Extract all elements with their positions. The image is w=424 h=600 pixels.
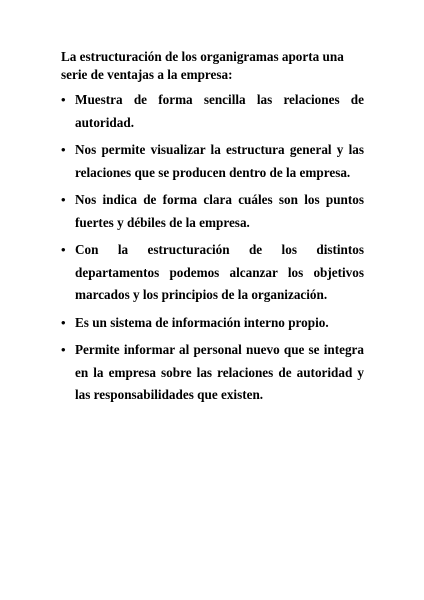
bullet-icon: •	[61, 142, 66, 157]
list-item-text: Permite informar al personal nuevo que se integra en la empresa sobre las relaciones de autoridad y las responsabilidades que existen.	[75, 342, 364, 402]
list-item	[61, 239, 364, 307]
bullet-icon: •	[61, 314, 66, 330]
document-page	[61, 48, 364, 412]
list-item-text: Nos indica de forma clara cuáles son los puntos fuertes y débiles de la empresa.	[75, 192, 364, 230]
intro-paragraph: La estructuración de los organigramas aporta una serie de ventajas a la empresa:	[61, 49, 344, 82]
bullet-icon: •	[61, 342, 66, 357]
list-item-text: Es un sistema de información interno propio.	[75, 314, 329, 330]
list-item	[61, 139, 364, 184]
advantages-list	[61, 89, 364, 407]
list-item-text: Con la estructuración de los distintos departamentos podemos alcanzar los objetivos marcados y los principios de la organización.	[75, 242, 364, 302]
list-item	[61, 312, 364, 335]
bullet-icon: •	[61, 242, 66, 257]
bullet-icon: •	[61, 92, 66, 107]
list-item-text: Muestra de forma sencilla las relaciones de autoridad.	[75, 92, 364, 130]
bullet-icon: •	[61, 192, 66, 207]
list-item	[61, 339, 364, 407]
list-item	[61, 89, 364, 134]
list-item	[61, 189, 364, 234]
list-item-text: Nos permite visualizar la estructura general y las relaciones que se producen dentro de la empresa.	[75, 142, 364, 180]
